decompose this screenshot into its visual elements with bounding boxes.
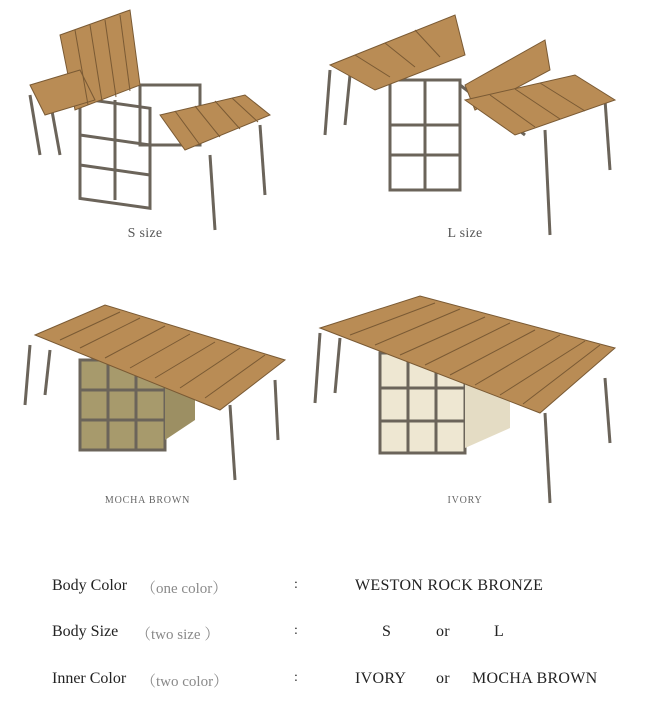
spec-value: L [494,623,505,640]
product-caption-s-size: S size [127,226,163,241]
spec-value-or: or [436,623,450,640]
spec-note: （two color） [141,674,229,690]
table-l-size-image [315,5,625,240]
product-caption-l-size: L size [447,226,483,241]
spec-value: MOCHA BROWN [472,670,598,687]
spec-value: WESTON ROCK BRONZE [355,577,544,594]
spec-row-body-color [0,577,650,605]
product-caption-mocha-brown: MOCHA BROWN [104,495,191,506]
spec-label: Body Color [52,577,128,594]
spec-value: IVORY [355,670,407,687]
spec-colon: : [294,623,298,638]
spec-label: Body Size [52,623,119,640]
spec-row-inner-color [0,670,650,698]
spec-label: Inner Color [52,670,127,687]
table-mocha-brown-image [20,300,290,485]
spec-colon: : [294,670,298,685]
product-caption-ivory: IVORY [447,495,483,506]
spec-value-or: or [436,670,450,687]
spec-colon: : [294,577,298,592]
spec-note: （two size ） [136,627,220,643]
spec-value: S [382,623,392,640]
table-ivory-image [310,293,620,508]
table-s-size-image [20,5,290,235]
spec-note: （one color） [141,581,228,597]
spec-row-body-size [0,623,650,651]
